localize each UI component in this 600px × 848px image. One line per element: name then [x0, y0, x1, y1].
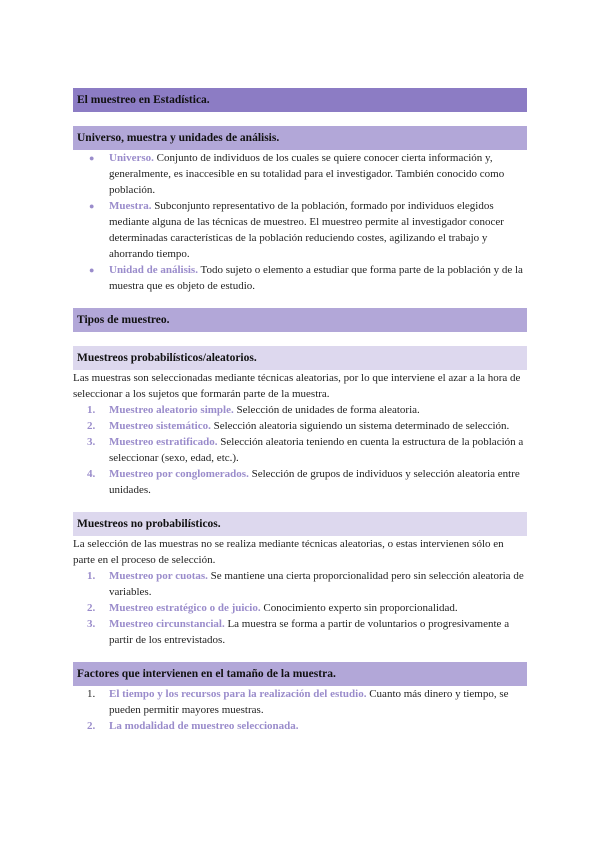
- item-number: 2.: [87, 420, 96, 432]
- list-item: [73, 198, 527, 262]
- list-item: [73, 466, 527, 498]
- document-content: [73, 88, 527, 734]
- list-item: [73, 402, 527, 418]
- item-number: 4.: [87, 468, 96, 480]
- item-term: La modalidad de muestreo seleccionada.: [109, 720, 299, 732]
- list-item: [73, 600, 527, 616]
- list-item: [73, 262, 527, 294]
- item-number: 1.: [87, 570, 96, 582]
- item-term: Muestreo por cuotas.: [109, 570, 208, 582]
- bullet-icon: ●: [89, 153, 95, 163]
- item-text: Selección aleatoria teniendo en cuenta la estructura de la población a seleccionar (sexo, edad, etc.).: [109, 436, 524, 464]
- item-term: Muestreo estratégico o de juicio.: [109, 602, 261, 614]
- list-item: [73, 150, 527, 198]
- item-term: Muestreo circunstancial.: [109, 618, 225, 630]
- item-text: La muestra se forma a partir de voluntarios o progresivamente a partir de los entrevistados.: [109, 618, 510, 646]
- section-heading-factores: Factores que intervienen en el tamaño de la muestra.: [73, 662, 527, 686]
- item-text: Conocimiento experto sin proporcionalidad.: [260, 602, 458, 614]
- subsection-heading-non-probabilistic: Muestreos no probabilísticos.: [73, 512, 527, 536]
- item-number: 2.: [87, 720, 96, 732]
- list-item: [73, 568, 527, 600]
- list-item: [73, 686, 527, 718]
- definitions-list: [73, 150, 527, 294]
- non-probabilistic-list: [73, 568, 527, 648]
- item-number: 1.: [87, 688, 96, 700]
- bullet-icon: ●: [89, 201, 95, 211]
- item-term: Muestreo sistemático.: [109, 420, 211, 432]
- term-muestra: Muestra.: [109, 200, 152, 212]
- probabilistic-intro: Las muestras son seleccionadas mediante técnicas aleatorias, por lo que interviene el azar a la hora de seleccionar a los sujetos que formarán parte de la muestra.: [73, 372, 521, 400]
- item-term: Muestreo por conglomerados.: [109, 468, 249, 480]
- bullet-icon: ●: [89, 265, 95, 275]
- item-text: Selección aleatoria siguiendo un sistema determinado de selección.: [210, 420, 510, 432]
- factors-list: [73, 686, 527, 734]
- item-number: 3.: [87, 436, 96, 448]
- term-universo: Universo.: [109, 152, 154, 164]
- definition-text: Conjunto de individuos de los cuales se quiere conocer cierta información y, generalmente, es inaccesible en su totalidad para el investigador. También conocido como población.: [109, 152, 505, 196]
- section-heading-universe: Universo, muestra y unidades de análisis.: [73, 126, 527, 150]
- list-item: [73, 616, 527, 648]
- subsection-heading-probabilistic: Muestreos probabilísticos/aleatorios.: [73, 346, 527, 370]
- item-term: El tiempo y los recursos para la realización del estudio.: [109, 688, 367, 700]
- document-title: El muestreo en Estadística.: [73, 88, 527, 112]
- item-term: Muestreo aleatorio simple.: [109, 404, 234, 416]
- definition-text: Subconjunto representativo de la población, formado por individuos elegidos mediante alguna de las técnicas de muestreo. El muestreo permite al investigador conocer determinadas características de la población reduciendo costes, agilizando el trabajo y ahorrando tiempo.: [109, 200, 504, 260]
- section-heading-tipos: Tipos de muestreo.: [73, 308, 527, 332]
- probabilistic-list: [73, 402, 527, 498]
- item-number: 3.: [87, 618, 96, 630]
- non-probabilistic-intro: La selección de las muestras no se realiza mediante técnicas aleatorias, o estas intervienen sólo en parte en el proceso de selección.: [73, 538, 504, 566]
- term-unidad: Unidad de análisis.: [109, 264, 198, 276]
- item-text: Selección de unidades de forma aleatoria.: [233, 404, 420, 416]
- item-term: Muestreo estratificado.: [109, 436, 218, 448]
- list-item: [73, 718, 527, 734]
- item-text: Se mantiene una cierta proporcionalidad pero sin selección aleatoria de variables.: [109, 570, 524, 598]
- item-number: 1.: [87, 404, 96, 416]
- item-text: Cuanto más dinero y tiempo, se pueden permitir mayores muestras.: [109, 688, 509, 716]
- list-item: [73, 434, 527, 466]
- list-item: [73, 418, 527, 434]
- item-text: Selección de grupos de individuos y selección aleatoria entre unidades.: [109, 468, 520, 496]
- item-number: 2.: [87, 602, 96, 614]
- definition-text: Todo sujeto o elemento a estudiar que forma parte de la población y de la muestra que es objeto de estudio.: [109, 264, 523, 292]
